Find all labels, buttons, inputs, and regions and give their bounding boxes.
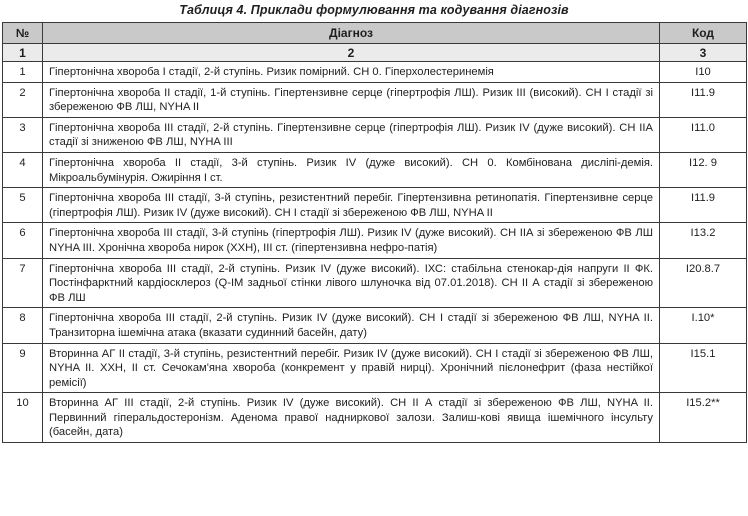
row-diagnosis: Вторинна АГ ІІІ стадії, 2-й ступінь. Ризик IV (дуже високий). СН ІІ А стадії зі збереженою ФВ ЛШ, NYHA ІІ. Первинний гіперальдостеронізм. Аденома правої надниркової залози. Залиш-кові явища ішемічного інсульту (басейн, дата) <box>43 393 660 443</box>
row-diagnosis: Гіпертонічна хвороба ІІ стадії, 1-й ступінь. Гіпертензивне серце (гіпертрофія ЛШ). Ризик ІІІ (високий). СН І стадії зі збереженою ФВ ЛШ, NYHA ІІ <box>43 82 660 117</box>
row-number: 1 <box>3 62 43 83</box>
row-number: 3 <box>3 117 43 152</box>
row-number: 7 <box>3 258 43 308</box>
table-row <box>3 117 747 152</box>
diagnosis-table <box>2 22 747 443</box>
row-code: І10 <box>660 62 747 83</box>
table-row <box>3 393 747 443</box>
row-code: І13.2 <box>660 223 747 258</box>
row-code: І15.2** <box>660 393 747 443</box>
row-number: 5 <box>3 188 43 223</box>
index-number: 1 <box>3 44 43 62</box>
row-diagnosis: Гіпертонічна хвороба ІІІ стадії, 2-й ступінь. Ризик IV (дуже високий). СН І стадії зі збереженою ФВ ЛШ, NYHA ІІ. Транзиторна ішемічна атака (вказати судинний басейн, дату) <box>43 308 660 343</box>
row-number: 6 <box>3 223 43 258</box>
table-row <box>3 223 747 258</box>
table-row <box>3 258 747 308</box>
header-number: № <box>3 23 43 44</box>
table-row <box>3 188 747 223</box>
row-code: І12. 9 <box>660 152 747 187</box>
row-diagnosis: Гіпертонічна хвороба ІІІ стадії, 3-й ступінь (гіпертрофія ЛШ). Ризик IV (дуже високий). СН ІІА зі збереженою ФВ ЛШ NYHA ІІІ. Хронічна хвороба нирок (ХХН), ІІІ ст. (гіпертензивна нефро-патія) <box>43 223 660 258</box>
index-code: 3 <box>660 44 747 62</box>
table-row <box>3 152 747 187</box>
row-diagnosis: Гіпертонічна хвороба І стадії, 2-й ступінь. Ризик помірний. СН 0. Гіперхолестеринемія <box>43 62 660 83</box>
row-number: 9 <box>3 343 43 393</box>
header-code: Код <box>660 23 747 44</box>
row-number: 4 <box>3 152 43 187</box>
table-header-row <box>3 23 747 44</box>
row-code: І.10* <box>660 308 747 343</box>
column-index-row <box>3 44 747 62</box>
row-code: І11.0 <box>660 117 747 152</box>
index-diagnosis: 2 <box>43 44 660 62</box>
row-code: І20.8.7 <box>660 258 747 308</box>
table-row <box>3 308 747 343</box>
row-number: 8 <box>3 308 43 343</box>
row-number: 10 <box>3 393 43 443</box>
table-row <box>3 62 747 83</box>
row-diagnosis: Гіпертонічна хвороба ІІІ стадії, 2-й ступінь. Ризик IV (дуже високий). ІХС: стабільна стенокар-дія напруги ІІ ФК. Постінфарктний кардіосклероз (Q-ІМ задньої стінки лівого шлуночка від 07.01.2018). СН ІІ А стадії зі збереженою ФВ ЛШ <box>43 258 660 308</box>
row-code: І15.1 <box>660 343 747 393</box>
row-number: 2 <box>3 82 43 117</box>
table-row <box>3 82 747 117</box>
table-row <box>3 343 747 393</box>
row-diagnosis: Вторинна АГ ІІ стадії, 3-й ступінь, резистентний перебіг. Ризик IV (дуже високий). СН І стадії зі збереженою ФВ ЛШ, NYHA ІІ. ХХН, ІІ ст. Сечокам'яна хвороба (конкремент у правій нирці). Хронічний пієлонефрит (фаза нестійкої ремісії) <box>43 343 660 393</box>
row-diagnosis: Гіпертонічна хвороба ІІ стадії, 3-й ступінь. Ризик IV (дуже високий). СН 0. Комбінована дисліпі-демія. Мікроальбумінурія. Ожиріння І ст. <box>43 152 660 187</box>
row-diagnosis: Гіпертонічна хвороба ІІІ стадії, 3-й ступінь, резистентний перебіг. Гіпертензивна ретинопатія. Гіпертензивне серце (гіпертрофія ЛШ). Ризик IV (дуже високий). СН І стадії зі збереженою ФВ ЛШ, NYHA ІІ <box>43 188 660 223</box>
header-diagnosis: Діагноз <box>43 23 660 44</box>
row-code: І11.9 <box>660 188 747 223</box>
table-caption: Таблиця 4. Приклади формулювання та кодування діагнозів <box>179 3 569 17</box>
row-diagnosis: Гіпертонічна хвороба ІІІ стадії, 2-й ступінь. Гіпертензивне серце (гіпертрофія ЛШ). Ризик IV (дуже високий). СН ІІА стадії зі зниженою ФВ ЛШ, NYHA ІІІ <box>43 117 660 152</box>
row-code: І11.9 <box>660 82 747 117</box>
